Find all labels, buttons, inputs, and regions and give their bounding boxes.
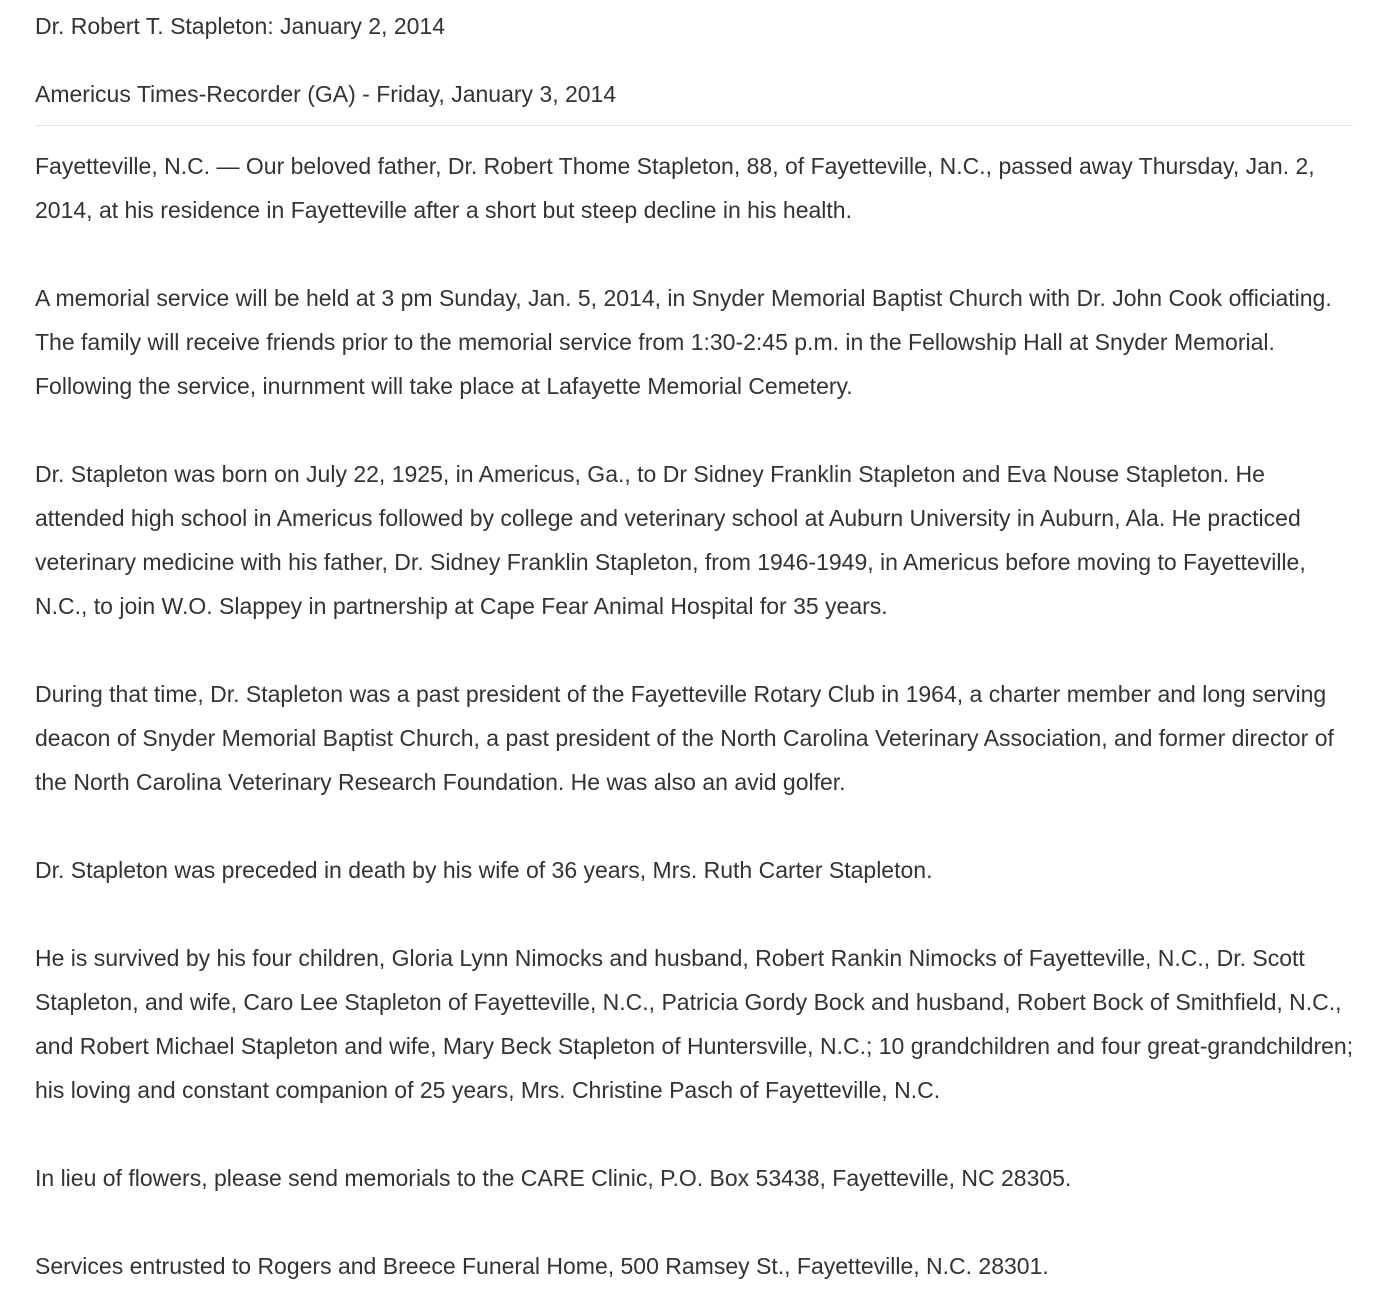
paragraph-survivors: He is survived by his four children, Gloria Lynn Nimocks and husband, Robert Rankin Nimocks of Fayetteville, N.C., Dr. Scott Stapleton, and wife, Caro Lee Stapleton of Fayetteville, N.C., Patricia Gordy Bock and husband, Robert Bock of Smithfield, N.C., and Robert Michael Stapleton and wife, Mary Beck Stapleton of Huntersville, N.C.; 10 grandchildren and four great-grandchildren; his loving and constant companion of 25 years, Mrs. Christine Pasch of Fayetteville, N.C. [35,945,1354,1103]
paragraph-biography: Dr. Stapleton was born on July 22, 1925, in Americus, Ga., to Dr Sidney Franklin Stapleton and Eva Nouse Stapleton. He attended high school in Americus followed by college and veterinary school at Auburn University in Auburn, Ala. He practiced veterinary medicine with his father, Dr. Sidney Franklin Stapleton, from 1946-1949, in Americus before moving to Fayetteville, N.C., to join W.O. Slappey in partnership at Cape Fear Animal Hospital for 35 years. [35,461,1306,619]
article-header [35,0,1353,126]
paragraph-memorials: In lieu of flowers, please send memorials to the CARE Clinic, P.O. Box 53438, Fayetteville, NC 28305. [35,1165,1072,1191]
paragraph-memorial-service: A memorial service will be held at 3 pm Sunday, Jan. 5, 2014, in Snyder Memorial Baptist Church with Dr. John Cook officiating. The family will receive friends prior to the memorial service from 1:30-2:45 p.m. in the Fellowship Hall at Snyder Memorial. Following the service, inurnment will take place at Lafayette Memorial Cemetery. [35,285,1332,399]
paragraph-death-notice: Fayetteville, N.C. — Our beloved father, Dr. Robert Thome Stapleton, 88, of Fayetteville, N.C., passed away Thursday, Jan. 2, 2014, at his residence in Fayetteville after a short but steep decline in his health. [35,153,1315,223]
article-source: Americus Times-Recorder (GA) - Friday, January 3, 2014 [35,81,617,107]
article-body [35,144,1355,1288]
paragraph-preceded-in-death: Dr. Stapleton was preceded in death by his wife of 36 years, Mrs. Ruth Carter Stapleton. [35,857,933,883]
article-title: Dr. Robert T. Stapleton: January 2, 2014 [35,13,445,39]
paragraph-community-service: During that time, Dr. Stapleton was a past president of the Fayetteville Rotary Club in 1964, a charter member and long serving deacon of Snyder Memorial Baptist Church, a past president of the North Carolina Veterinary Association, and former director of the North Carolina Veterinary Research Foundation. He was also an avid golfer. [35,681,1334,795]
paragraph-funeral-home: Services entrusted to Rogers and Breece Funeral Home, 500 Ramsey St., Fayetteville, N.C. 28301. [35,1253,1049,1279]
